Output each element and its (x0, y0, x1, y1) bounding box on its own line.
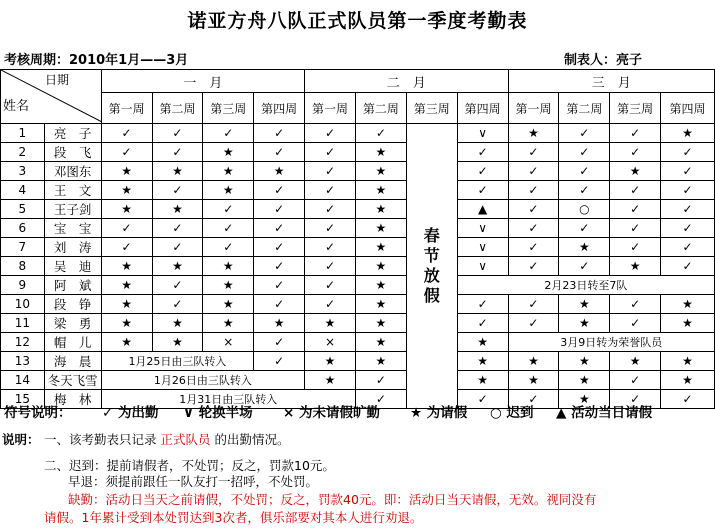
attendance-cell: ★ (355, 238, 406, 257)
member-name: 冬天飞雪 (44, 371, 101, 390)
attendance-cell: ★ (508, 371, 559, 390)
attendance-cell: ✓ (254, 238, 305, 257)
table-row (1, 219, 715, 238)
attendance-cell: ★ (355, 314, 406, 333)
attendance-cell: ★ (203, 314, 254, 333)
attendance-cell: ✓ (305, 219, 356, 238)
week-header-row (1, 93, 715, 124)
row-number: 11 (1, 314, 45, 333)
attendance-cell: ✓ (254, 219, 305, 238)
attendance-cell: ★ (101, 200, 152, 219)
attendance-cell: ★ (101, 314, 152, 333)
attendance-cell: ✓ (559, 219, 610, 238)
attendance-cell: ★ (203, 295, 254, 314)
attendance-cell: ★ (355, 333, 406, 352)
attendance-cell: ✓ (355, 371, 406, 390)
week-header: 第二周 (152, 93, 203, 124)
attendance-cell: ✓ (661, 200, 715, 219)
attendance-cell: ★ (355, 219, 406, 238)
attendance-cell: ✓ (305, 124, 356, 143)
member-name: 帽 儿 (44, 333, 101, 352)
maker-label: 制表人：亮子 (564, 53, 643, 68)
member-name: 梅 林 (44, 390, 101, 409)
month-header: 三 月 (508, 70, 714, 93)
attendance-cell: ✓ (457, 390, 508, 409)
attendance-cell: ★ (101, 295, 152, 314)
date-name-header (1, 70, 102, 124)
note-line-1: 一、该考勤表只记录 正式队员 的出勤情况。 (44, 432, 290, 447)
attendance-cell: ✓ (661, 181, 715, 200)
name-header: 姓名 (3, 99, 30, 114)
attendance-cell: ✓ (457, 295, 508, 314)
attendance-cell: ✓ (101, 143, 152, 162)
attendance-cell: ★ (661, 371, 715, 390)
attendance-table (0, 69, 715, 409)
week-header: 第四周 (457, 93, 508, 124)
attendance-cell: ✓ (101, 124, 152, 143)
attendance-cell: ★ (559, 371, 610, 390)
notes-label: 说明： (2, 432, 40, 447)
attendance-cell: ✓ (305, 162, 356, 181)
attendance-cell: ✓ (101, 219, 152, 238)
attendance-cell: ✓ (152, 143, 203, 162)
attendance-cell: ✓ (661, 390, 715, 409)
attendance-cell: ✓ (610, 295, 661, 314)
attendance-cell: ✓ (152, 124, 203, 143)
table-row (1, 314, 715, 333)
attendance-cell: ★ (661, 124, 715, 143)
attendance-cell: ○ (559, 200, 610, 219)
row-number: 10 (1, 295, 45, 314)
member-name: 梁 勇 (44, 314, 101, 333)
attendance-cell: ★ (559, 352, 610, 371)
week-header: 第三周 (203, 93, 254, 124)
table-row (1, 257, 715, 276)
row-number: 4 (1, 181, 45, 200)
attendance-cell: ★ (305, 371, 356, 390)
status-note: 2月23日转至7队 (457, 276, 714, 295)
row-number: 12 (1, 333, 45, 352)
attendance-cell: ★ (559, 238, 610, 257)
member-name: 吴 迪 (44, 257, 101, 276)
attendance-cell: ✓ (508, 257, 559, 276)
attendance-cell: ▲ (457, 200, 508, 219)
row-number: 7 (1, 238, 45, 257)
row-number: 5 (1, 200, 45, 219)
attendance-cell: ★ (610, 352, 661, 371)
row-number: 14 (1, 371, 45, 390)
member-name: 宝 宝 (44, 219, 101, 238)
table-row (1, 162, 715, 181)
attendance-cell: ✓ (508, 314, 559, 333)
attendance-cell: ✓ (508, 295, 559, 314)
attendance-cell: ✓ (457, 181, 508, 200)
attendance-cell: ✓ (559, 257, 610, 276)
row-number: 2 (1, 143, 45, 162)
attendance-cell: ★ (101, 333, 152, 352)
attendance-cell: × (203, 333, 254, 352)
attendance-cell: ★ (305, 314, 356, 333)
attendance-cell: ★ (152, 200, 203, 219)
attendance-cell: ★ (355, 181, 406, 200)
member-name: 邓图东 (44, 162, 101, 181)
member-name: 王 文 (44, 181, 101, 200)
week-header: 第四周 (254, 93, 305, 124)
attendance-cell: ★ (355, 352, 406, 371)
member-name: 王子剑 (44, 200, 101, 219)
attendance-cell: ✓ (203, 200, 254, 219)
attendance-cell: ★ (508, 352, 559, 371)
attendance-cell: ✓ (305, 238, 356, 257)
member-name: 阿 斌 (44, 276, 101, 295)
attendance-cell: ★ (355, 257, 406, 276)
attendance-cell: ✓ (610, 219, 661, 238)
table-row (1, 200, 715, 219)
attendance-cell: ✓ (610, 181, 661, 200)
attendance-cell: ★ (355, 276, 406, 295)
attendance-cell: ★ (457, 371, 508, 390)
note-line-5: 请假。1年累计受到本处罚达到3次者，俱乐部要对其本人进行劝退。 (44, 510, 423, 525)
attendance-cell: ★ (305, 352, 356, 371)
row-number: 3 (1, 162, 45, 181)
attendance-cell: ✓ (508, 181, 559, 200)
legend-present: ✓ 为出勤 (102, 405, 159, 421)
attendance-cell: ✓ (508, 143, 559, 162)
row-number: 9 (1, 276, 45, 295)
attendance-cell: ★ (610, 257, 661, 276)
attendance-cell: ★ (152, 162, 203, 181)
attendance-cell: ★ (559, 314, 610, 333)
week-header: 第一周 (508, 93, 559, 124)
attendance-cell: ✓ (661, 257, 715, 276)
attendance-cell: ∨ (457, 238, 508, 257)
note-line-3: 早退：须提前跟任一队友打一招呼，不处罚。 (68, 474, 319, 489)
date-header: 日期 (45, 73, 70, 87)
note-line-4: 缺勤：活动日当天之前请假，不处罚；反之，罚款40元。即：活动日当天请假，无效。视同没有 (68, 492, 597, 507)
transfer-note: 1月25日由三队转入 (101, 352, 254, 371)
table-row (1, 333, 715, 352)
attendance-cell: ★ (101, 257, 152, 276)
attendance-cell: ✓ (305, 257, 356, 276)
attendance-cell: ✓ (305, 276, 356, 295)
attendance-cell: ★ (203, 143, 254, 162)
attendance-cell: ★ (355, 162, 406, 181)
attendance-cell: ✓ (152, 219, 203, 238)
legend-absent: × 为未请假旷勤 (283, 405, 381, 421)
attendance-cell: ✓ (254, 276, 305, 295)
attendance-cell: ✓ (610, 314, 661, 333)
week-header: 第四周 (661, 93, 715, 124)
attendance-cell: ★ (355, 295, 406, 314)
member-name: 段 铮 (44, 295, 101, 314)
row-number: 15 (1, 390, 45, 409)
attendance-cell: ✓ (305, 143, 356, 162)
table-row (1, 276, 715, 295)
member-name: 海 晨 (44, 352, 101, 371)
attendance-cell: ✓ (101, 238, 152, 257)
table-row (1, 238, 715, 257)
attendance-cell: ★ (508, 124, 559, 143)
member-name: 段 飞 (44, 143, 101, 162)
attendance-cell: ★ (661, 295, 715, 314)
attendance-cell: ✓ (610, 124, 661, 143)
attendance-cell: ✓ (661, 162, 715, 181)
attendance-cell: ★ (355, 200, 406, 219)
attendance-cell: ✓ (610, 390, 661, 409)
week-header: 第二周 (355, 93, 406, 124)
legend-late: ○ 迟到 (490, 405, 534, 421)
attendance-cell: ✓ (508, 162, 559, 181)
attendance-cell: ✓ (559, 143, 610, 162)
attendance-cell: ★ (101, 181, 152, 200)
attendance-cell: ✓ (254, 181, 305, 200)
attendance-cell: ✓ (152, 295, 203, 314)
attendance-cell: ★ (559, 295, 610, 314)
row-number: 6 (1, 219, 45, 238)
attendance-cell: ✓ (254, 257, 305, 276)
attendance-cell: ✓ (355, 390, 406, 409)
attendance-cell: ★ (203, 257, 254, 276)
attendance-cell: ✓ (457, 143, 508, 162)
attendance-cell: ★ (203, 276, 254, 295)
attendance-cell: ✓ (203, 238, 254, 257)
attendance-cell: ✓ (559, 124, 610, 143)
attendance-cell: ✓ (508, 219, 559, 238)
transfer-note: 1月31日由三队转入 (101, 390, 355, 409)
attendance-cell: ★ (457, 352, 508, 371)
attendance-cell: ★ (457, 333, 508, 352)
attendance-cell: ✓ (254, 124, 305, 143)
week-header: 第一周 (101, 93, 152, 124)
attendance-cell: ✓ (610, 200, 661, 219)
attendance-cell: ✓ (508, 390, 559, 409)
attendance-cell: ★ (152, 314, 203, 333)
meta-bar (0, 46, 715, 68)
attendance-cell: ∨ (457, 257, 508, 276)
attendance-cell: ✓ (305, 200, 356, 219)
month-header: 二 月 (305, 70, 508, 93)
attendance-cell: ✓ (305, 295, 356, 314)
attendance-cell: ✓ (203, 219, 254, 238)
table-row (1, 181, 715, 200)
week-header: 第一周 (305, 93, 356, 124)
attendance-cell: ★ (101, 276, 152, 295)
member-name: 刘 涛 (44, 238, 101, 257)
attendance-cell: ✓ (610, 238, 661, 257)
attendance-cell: ✓ (152, 181, 203, 200)
row-number: 1 (1, 124, 45, 143)
row-number: 13 (1, 352, 45, 371)
attendance-cell: ★ (254, 314, 305, 333)
symbol-legend (0, 398, 715, 422)
attendance-cell: ✓ (254, 295, 305, 314)
month-header-row (1, 70, 715, 93)
attendance-cell: ✓ (254, 143, 305, 162)
attendance-cell: ✓ (254, 333, 305, 352)
attendance-cell: ★ (203, 162, 254, 181)
attendance-cell: ✓ (457, 162, 508, 181)
attendance-cell: ✓ (203, 124, 254, 143)
attendance-cell: ✓ (152, 276, 203, 295)
table-row (1, 352, 715, 371)
attendance-cell: ★ (355, 143, 406, 162)
week-header: 第三周 (610, 93, 661, 124)
attendance-cell: ★ (610, 162, 661, 181)
attendance-cell: ✓ (254, 200, 305, 219)
attendance-cell: ✓ (661, 238, 715, 257)
attendance-cell: ★ (559, 390, 610, 409)
attendance-cell: ✓ (508, 200, 559, 219)
period-label: 考核周期：2010年1月——3月 (4, 53, 189, 68)
attendance-cell: ✓ (457, 314, 508, 333)
attendance-cell: ★ (254, 162, 305, 181)
attendance-cell: ✓ (661, 143, 715, 162)
legend-label: 符号说明： (4, 405, 72, 421)
sheet-title: 诺亚方舟八队正式队员第一季度考勤表 (187, 10, 528, 32)
attendance-cell: ★ (152, 257, 203, 276)
week-header: 第三周 (406, 93, 457, 124)
month-header: 一 月 (101, 70, 304, 93)
table-row (1, 295, 715, 314)
table-row (1, 371, 715, 390)
table-row (1, 143, 715, 162)
attendance-cell: ✓ (559, 181, 610, 200)
legend-day-leave: ▲ 活动当日请假 (556, 405, 653, 421)
attendance-cell: ∨ (457, 219, 508, 238)
highlight-regular-members: 正式队员 (160, 432, 211, 447)
attendance-cell: ✓ (610, 371, 661, 390)
attendance-cell: ✓ (254, 352, 305, 371)
attendance-cell: ★ (152, 333, 203, 352)
attendance-cell: ✓ (610, 143, 661, 162)
row-number: 8 (1, 257, 45, 276)
status-note: 3月9日转为荣誉队员 (508, 333, 714, 352)
spring-break-cell: 春 节 放 假 (406, 124, 457, 409)
attendance-cell: ✓ (508, 238, 559, 257)
attendance-cell: ★ (101, 162, 152, 181)
attendance-cell: ★ (661, 314, 715, 333)
attendance-cell: ∨ (457, 124, 508, 143)
attendance-cell: ★ (661, 352, 715, 371)
legend-leave: ★ 为请假 (410, 405, 468, 421)
attendance-cell: ★ (203, 181, 254, 200)
attendance-cell: ✓ (305, 181, 356, 200)
legend-rotation: ∨ 轮换半场 (183, 405, 253, 421)
attendance-cell: ✓ (152, 238, 203, 257)
note-line-2: 二、迟到：提前请假者，不处罚；反之，罚款10元。 (44, 458, 335, 473)
member-name: 亮 子 (44, 124, 101, 143)
table-row (1, 124, 715, 143)
attendance-cell: ✓ (355, 124, 406, 143)
attendance-cell: ✓ (559, 162, 610, 181)
week-header: 第二周 (559, 93, 610, 124)
attendance-cell: ✓ (661, 219, 715, 238)
attendance-cell: × (305, 333, 356, 352)
transfer-note: 1月26日由三队转入 (101, 371, 304, 390)
